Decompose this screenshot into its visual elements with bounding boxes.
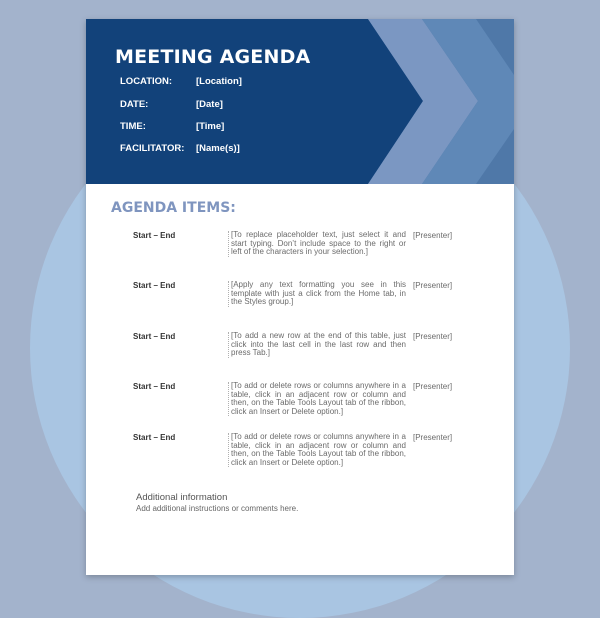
item-time[interactable]: Start – End — [133, 281, 176, 290]
item-description[interactable]: [Apply any text formatting you see in this template with just a click from the Home tab, in the Styles group.] — [228, 281, 406, 307]
meta-value[interactable]: [Location] — [196, 76, 242, 87]
item-presenter[interactable]: [Presenter] — [413, 433, 453, 442]
meta-label: FACILITATOR: — [120, 143, 185, 154]
document-page — [86, 19, 514, 575]
header-banner — [86, 19, 514, 184]
meta-location — [120, 76, 242, 87]
meta-date — [120, 99, 223, 110]
item-time[interactable]: Start – End — [133, 231, 176, 240]
meta-label: TIME: — [120, 121, 146, 132]
item-description[interactable]: [To add or delete rows or columns anywhere in a table, click in an adjacent row or column and then, on the Table Tools Layout tab of the ribbon, click an Insert or Delete option.] — [228, 433, 406, 467]
item-presenter[interactable]: [Presenter] — [413, 382, 453, 391]
item-presenter[interactable]: [Presenter] — [413, 231, 453, 240]
item-description[interactable]: [To add a new row at the end of this table, just click into the last cell in the last row and then press Tab.] — [228, 332, 406, 358]
item-time[interactable]: Start – End — [133, 382, 176, 391]
meta-facilitator — [120, 143, 240, 154]
meta-value[interactable]: [Time] — [196, 121, 225, 132]
item-time[interactable]: Start – End — [133, 433, 176, 442]
meta-label: LOCATION: — [120, 76, 173, 87]
agenda-heading: AGENDA ITEMS: — [111, 200, 236, 216]
meta-time — [120, 121, 225, 132]
meta-label: DATE: — [120, 99, 149, 110]
item-description[interactable]: [To add or delete rows or columns anywhere in a table, click in an adjacent row or column and then, on the Table Tools Layout tab of the ribbon, click an Insert or Delete option.] — [228, 382, 406, 416]
additional-info-title: Additional information — [136, 492, 228, 503]
page-title: MEETING AGENDA — [115, 46, 311, 68]
item-presenter[interactable]: [Presenter] — [413, 281, 453, 290]
meta-value[interactable]: [Name(s)] — [196, 143, 240, 154]
chevron-decoration — [86, 19, 514, 184]
item-time[interactable]: Start – End — [133, 332, 176, 341]
meta-value[interactable]: [Date] — [196, 99, 223, 110]
additional-info-text[interactable]: Add additional instructions or comments here. — [136, 504, 299, 513]
item-description[interactable]: [To replace placeholder text, just select it and start typing. Don’t include space to the right or left of the characters in your selection.] — [228, 231, 406, 257]
item-presenter[interactable]: [Presenter] — [413, 332, 453, 341]
